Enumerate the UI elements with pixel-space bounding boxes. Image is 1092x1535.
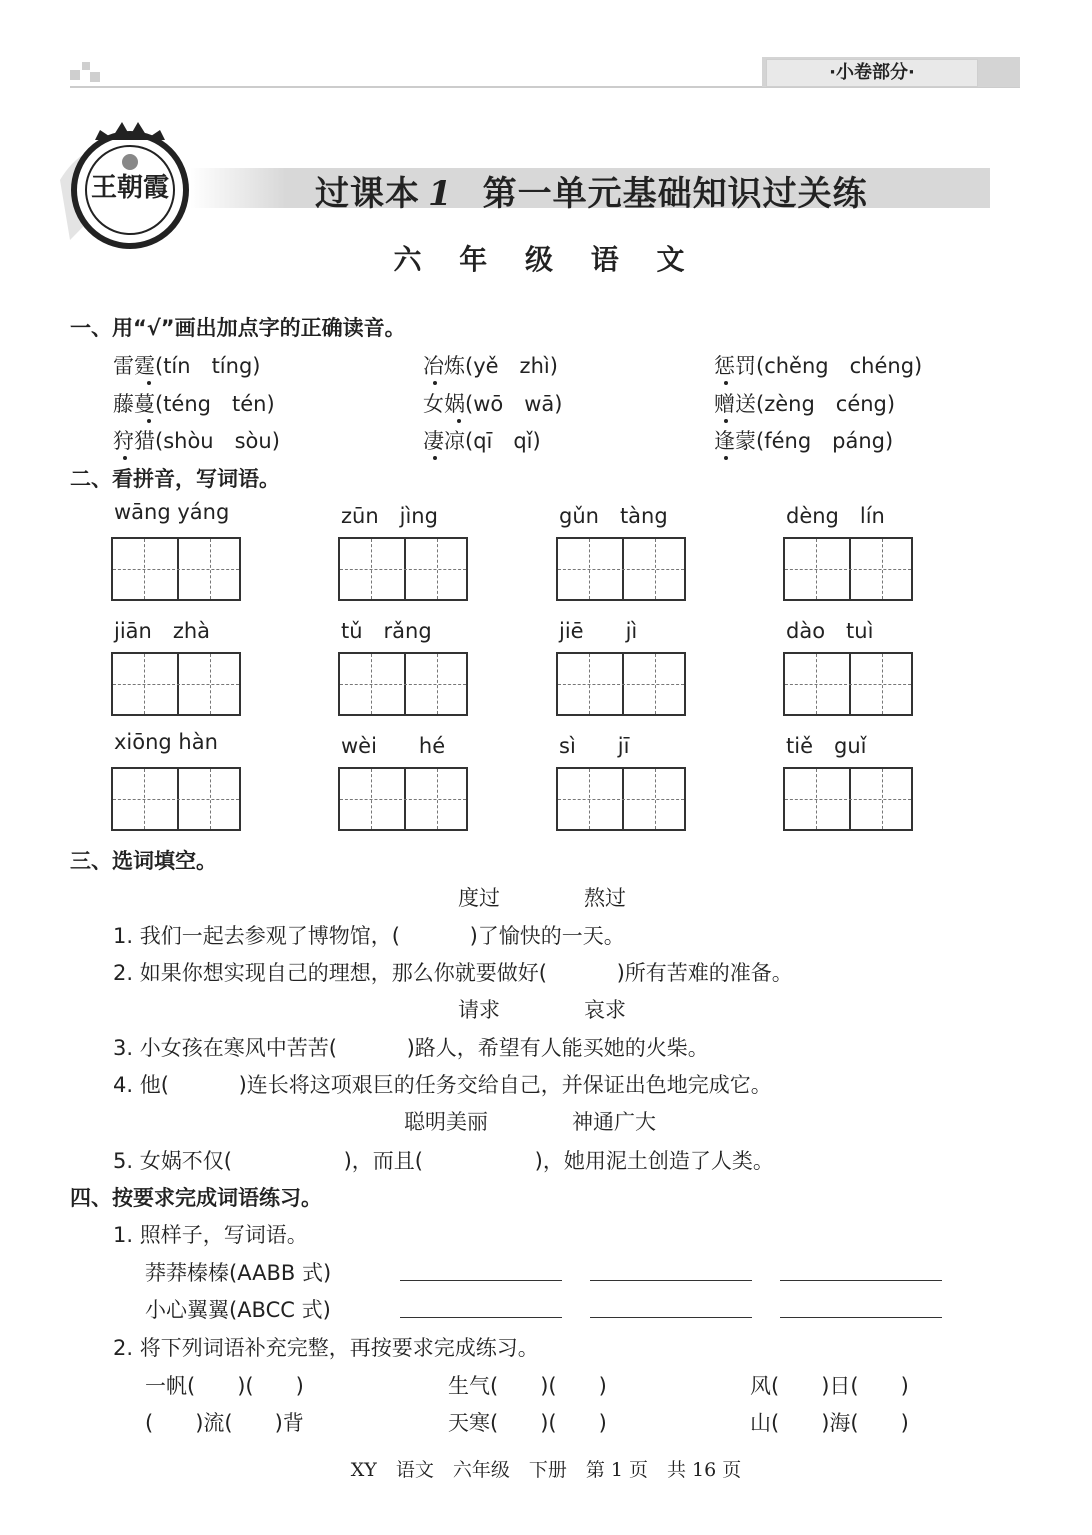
idiom-fill: 天寒( )( ) (448, 1411, 607, 1435)
pinyin-label: wèi hé (341, 734, 446, 758)
grid-guide (882, 769, 883, 829)
emphasis-dot (724, 456, 728, 460)
writing-grid[interactable] (338, 767, 468, 831)
emphasis-dot (147, 381, 151, 385)
deco-square (82, 62, 90, 70)
pinyin-label: gǔn tàng (559, 504, 668, 528)
idiom-fill: 一帆( )( ) (145, 1374, 304, 1398)
grid-guide (210, 654, 211, 714)
emphasis-dot (724, 381, 728, 385)
writing-grid[interactable] (111, 537, 241, 601)
fill-sentence: 3. 小女孩在寒风中苦苦( )路人，希望有人能买她的火柴。 (113, 1036, 709, 1060)
pronunciation-item: 藤蔓(téng tén) (113, 392, 275, 416)
grid-guide (113, 799, 239, 800)
fill-sentence: 5. 女娲不仅( )，而且( )，她用泥土创造了人类。 (113, 1149, 774, 1173)
grid-guide (882, 539, 883, 599)
grid-guide (655, 769, 656, 829)
writing-grid[interactable] (556, 767, 686, 831)
pronunciation-item: 雷霆(tín tíng) (113, 354, 261, 378)
writing-grid[interactable] (783, 537, 913, 601)
writing-grid[interactable] (783, 652, 913, 716)
pinyin-label: xiōng hàn (114, 730, 218, 754)
idiom-fill: 风( )日( ) (750, 1374, 909, 1398)
pinyin-label: wāng yáng (114, 500, 230, 524)
pinyin-label: zūn jìng (341, 504, 438, 528)
grid-guide (210, 539, 211, 599)
grid-guide (558, 569, 684, 570)
pronunciation-item: 女娲(wō wā) (423, 392, 563, 416)
answer-line[interactable] (400, 1280, 562, 1281)
emphasis-dot (724, 419, 728, 423)
grid-guide (340, 569, 466, 570)
writing-grid[interactable] (338, 652, 468, 716)
grid-guide (144, 654, 145, 714)
emphasis-dot (123, 456, 127, 460)
grid-guide (816, 769, 817, 829)
grid-guide (144, 539, 145, 599)
answer-line[interactable] (590, 1280, 752, 1281)
pronunciation-item: 逢蒙(féng páng) (714, 429, 894, 453)
grid-guide (371, 654, 372, 714)
page-title (315, 166, 868, 215)
grid-guide (785, 684, 911, 685)
grid-guide (655, 539, 656, 599)
pinyin-label: dào tuì (786, 619, 874, 643)
grid-guide (785, 569, 911, 570)
word-choice-pair: 聪明美丽 神通广大 (404, 1110, 656, 1134)
grid-guide (437, 654, 438, 714)
example-word: 莽莽榛榛(AABB 式) (145, 1261, 332, 1285)
example-word: 小心翼翼(ABCC 式) (145, 1298, 331, 1322)
grid-guide (655, 654, 656, 714)
grid-guide (816, 539, 817, 599)
word-choice-pair: 度过 熬过 (458, 886, 626, 910)
grid-guide (589, 539, 590, 599)
pinyin-label: jiān zhà (114, 619, 211, 643)
emphasis-dot (147, 419, 151, 423)
grid-guide (589, 654, 590, 714)
word-choice-pair: 请求 哀求 (458, 998, 626, 1022)
grid-guide (816, 654, 817, 714)
pinyin-label: tǔ rǎng (341, 619, 432, 643)
pinyin-label: dèng lín (786, 504, 885, 528)
pronunciation-item: 惩罚(chěng chéng) (714, 354, 923, 378)
pronunciation-item: 冶炼(yě zhì) (423, 354, 558, 378)
emphasis-dot (433, 456, 437, 460)
grid-guide (340, 684, 466, 685)
subtitle: 六 年 级 语 文 (393, 243, 699, 276)
grid-guide (144, 769, 145, 829)
grid-guide (113, 569, 239, 570)
grid-guide (210, 769, 211, 829)
pronunciation-item: 狩猎(shòu sòu) (113, 429, 280, 453)
section3-heading: 三、选词填空。 (70, 849, 217, 873)
grid-guide (371, 769, 372, 829)
title-main: 第一单元基础知识过关练 (482, 174, 868, 214)
section2-heading: 二、看拼音，写词语。 (70, 467, 280, 491)
grid-guide (589, 769, 590, 829)
grid-guide (882, 654, 883, 714)
emphasis-dot (433, 381, 437, 385)
grid-guide (371, 539, 372, 599)
grid-guide (558, 684, 684, 685)
fill-sentence: 4. 他( )连长将这项艰巨的任务交给自己，并保证出色地完成它。 (113, 1073, 772, 1097)
pinyin-label: tiě guǐ (786, 734, 867, 758)
answer-line[interactable] (400, 1317, 562, 1318)
header-tag: ·小卷部分· (766, 59, 978, 87)
writing-grid[interactable] (556, 652, 686, 716)
writing-grid[interactable] (338, 537, 468, 601)
answer-line[interactable] (780, 1317, 942, 1318)
grid-guide (437, 539, 438, 599)
writing-grid[interactable] (111, 767, 241, 831)
title-prefix: 过课本 (315, 174, 420, 214)
pronunciation-item: 凄凉(qī qǐ) (423, 429, 541, 453)
title-number: 1 (428, 174, 453, 214)
section1-heading: 一、用“√”画出加点字的正确读音。 (70, 316, 406, 340)
subquestion: 2. 将下列词语补充完整，再按要求完成练习。 (113, 1336, 539, 1360)
answer-line[interactable] (780, 1280, 942, 1281)
writing-grid[interactable] (111, 652, 241, 716)
grid-guide (113, 684, 239, 685)
grid-guide (558, 799, 684, 800)
fill-sentence: 1. 我们一起去参观了博物馆，( )了愉快的一天。 (113, 924, 625, 948)
grid-guide (437, 769, 438, 829)
grid-guide (785, 799, 911, 800)
answer-line[interactable] (590, 1317, 752, 1318)
page-footer: XY 语文 六年级 下册 第 1 页 共 16 页 (350, 1459, 742, 1481)
section4-heading: 四、按要求完成词语练习。 (70, 1186, 322, 1210)
pinyin-label: jiē jì (559, 619, 638, 643)
fill-sentence: 2. 如果你想实现自己的理想，那么你就要做好( )所有苦难的准备。 (113, 961, 793, 985)
grid-guide (340, 799, 466, 800)
idiom-fill: ( )流( )背 (145, 1411, 304, 1435)
emphasis-dot (457, 419, 461, 423)
pinyin-label: sì jī (559, 734, 630, 758)
deco-square (90, 72, 100, 82)
idiom-fill: 生气( )( ) (448, 1374, 607, 1398)
logo-text: 王朝霞 (90, 173, 170, 203)
deco-square (70, 70, 80, 80)
idiom-fill: 山( )海( ) (750, 1411, 909, 1435)
pronunciation-item: 赠送(zèng céng) (714, 392, 896, 416)
subquestion: 1. 照样子，写词语。 (113, 1223, 308, 1247)
writing-grid[interactable] (783, 767, 913, 831)
writing-grid[interactable] (556, 537, 686, 601)
